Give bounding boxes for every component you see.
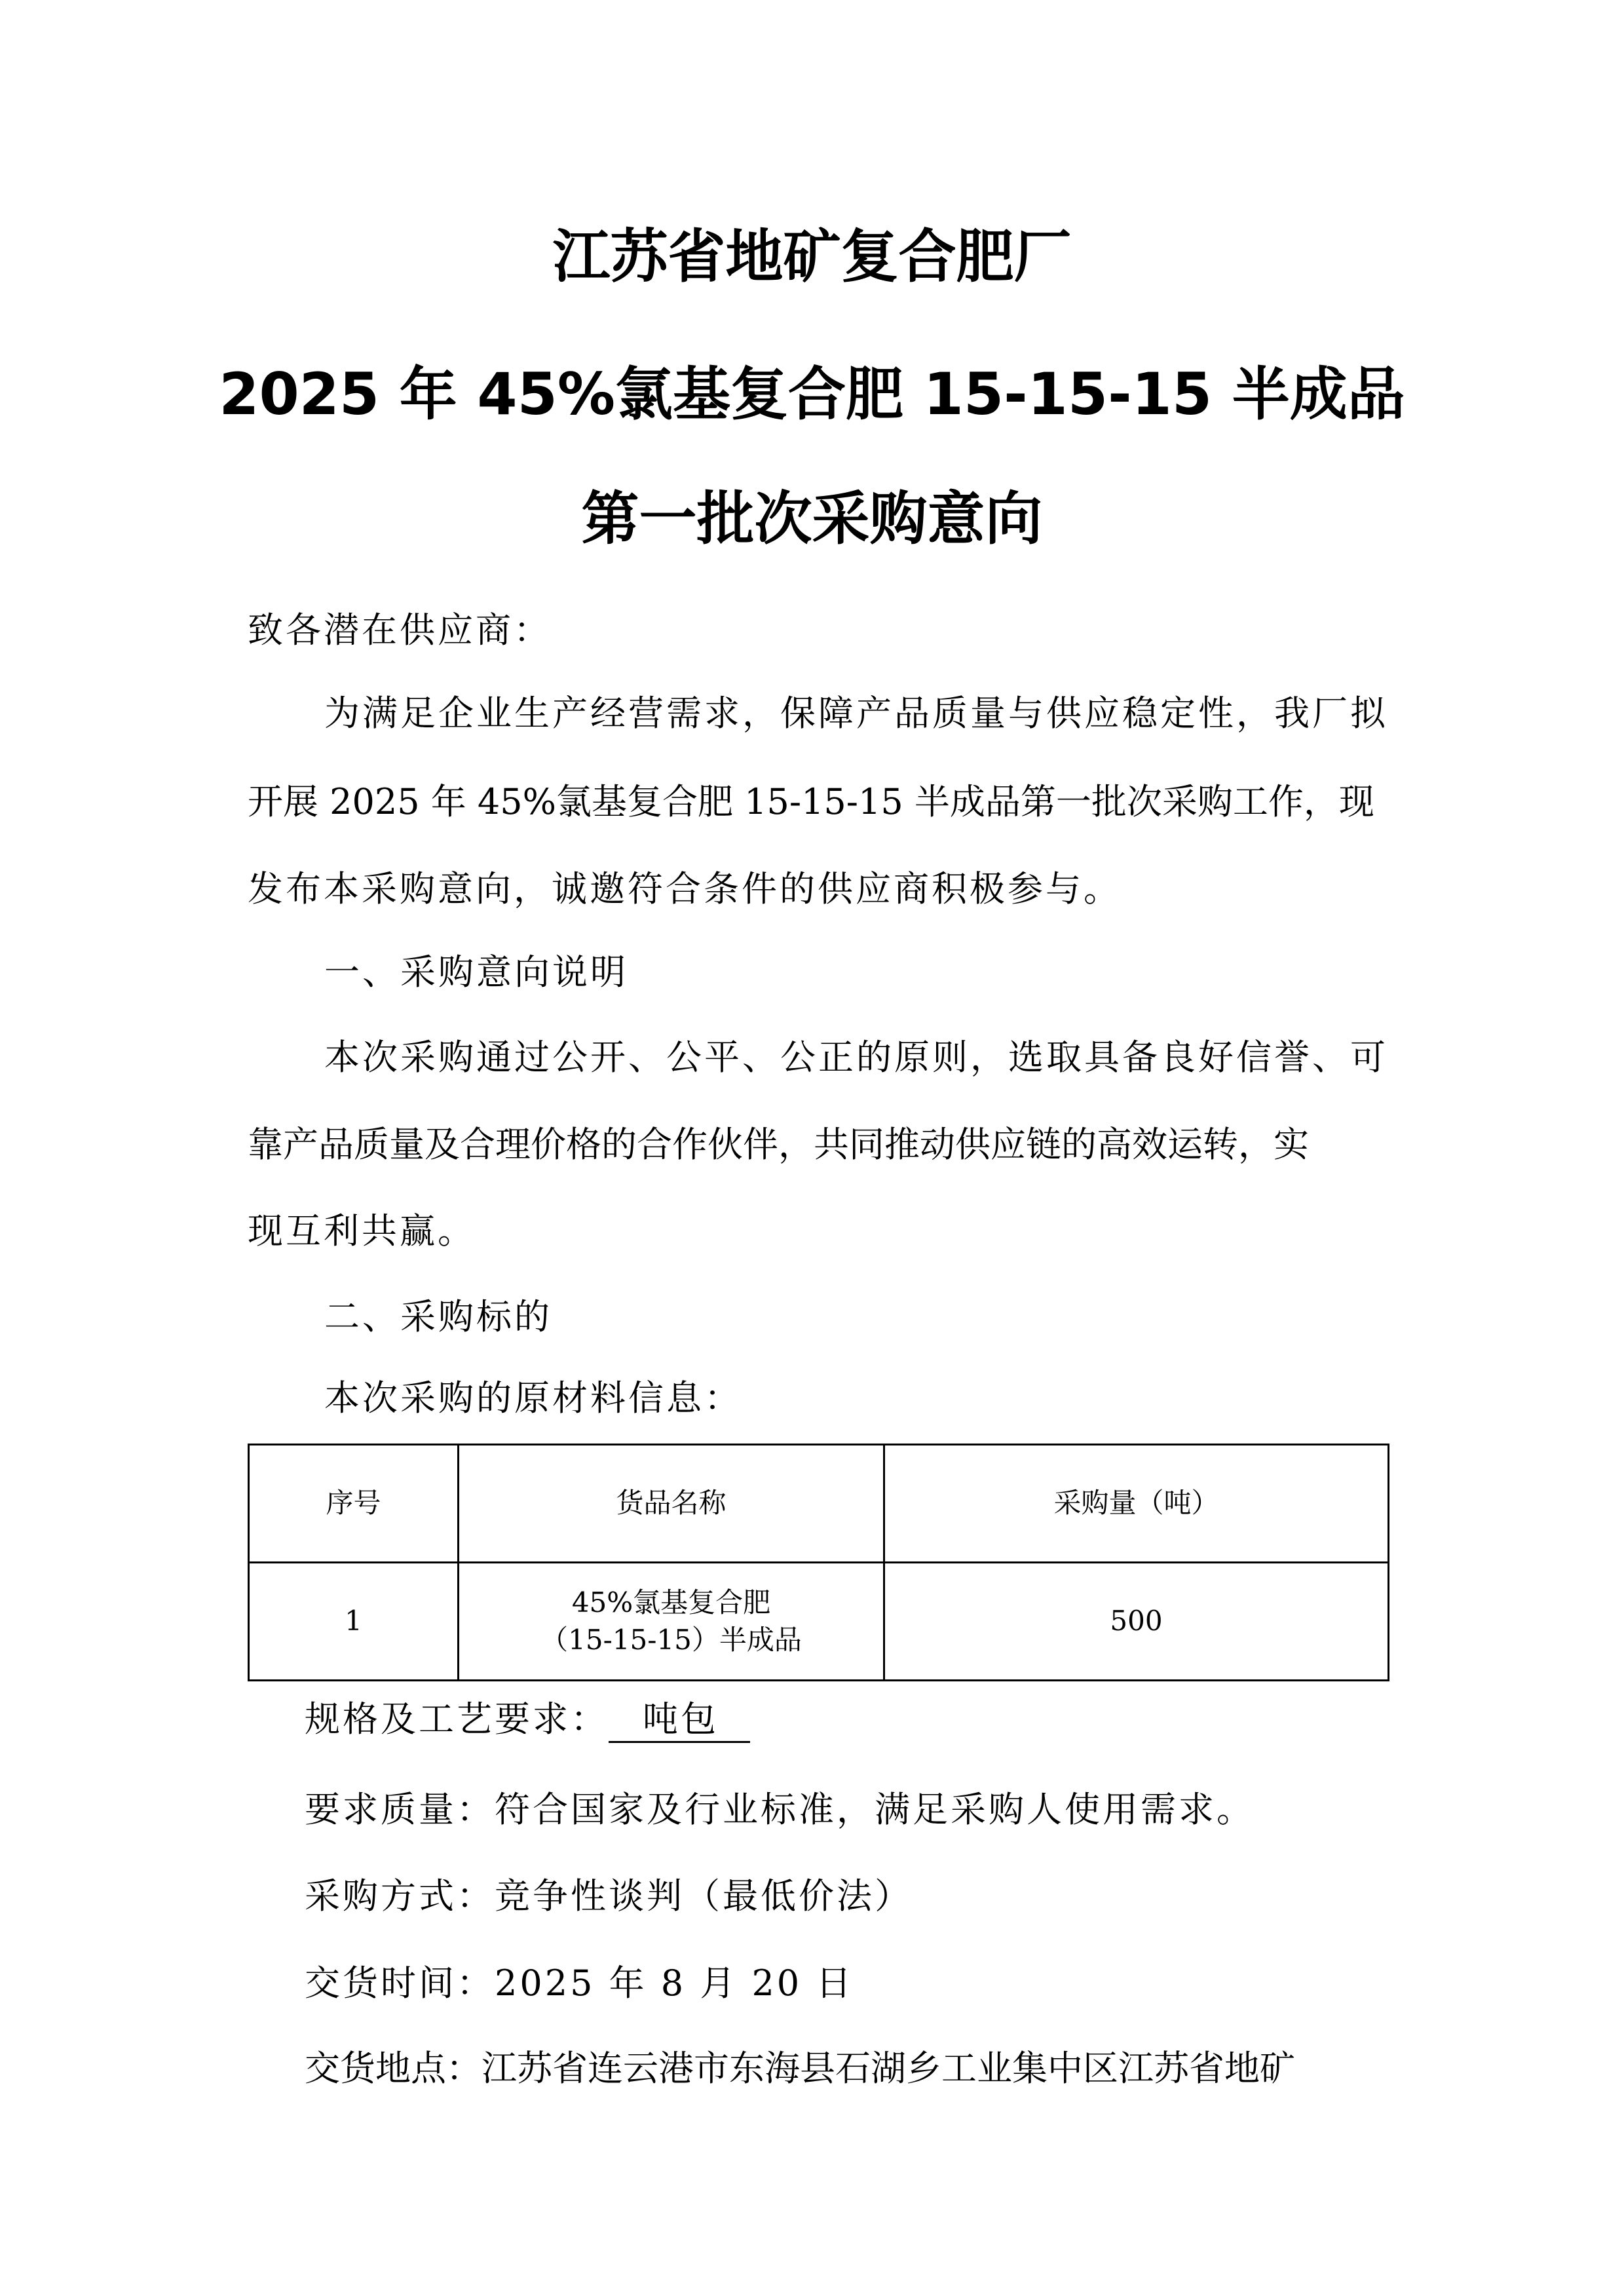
header-name: 货品名称 [459, 1445, 884, 1563]
table-row [249, 1563, 1389, 1681]
header-qty: 采购量（吨） [884, 1445, 1389, 1563]
header-no: 序号 [249, 1445, 459, 1563]
section1-line-1: 本次采购通过公开、公平、公正的原则，选取具备良好信誉、可 [324, 1037, 1388, 1078]
salutation: 致各潜在供应商： [248, 609, 552, 651]
table-header-row [249, 1445, 1389, 1563]
title-org: 江苏省地矿复合肥厂 [552, 223, 1072, 290]
cell-qty: 500 [884, 1563, 1389, 1681]
section1-heading: 一、采购意向说明 [324, 951, 628, 993]
cell-name [459, 1563, 884, 1681]
spec-value: 吨包 [609, 1702, 750, 1743]
intro-line-3: 发布本采购意向，诚邀符合条件的供应商积极参与。 [248, 868, 1122, 909]
delivery-place-line: 交货地点：江苏省连云港市东海县石湖乡工业集中区江苏省地矿 [305, 2048, 1295, 2089]
title-batch: 第一批次采购意向 [581, 485, 1043, 552]
spec-label: 规格及工艺要求： [305, 1698, 609, 1740]
section1-line-2: 靠产品质量及合理价格的合作伙伴，共同推动供应链的高效运转，实 [248, 1124, 1309, 1165]
materials-table [248, 1444, 1389, 1681]
cell-no: 1 [249, 1563, 459, 1681]
intro-line-2: 开展 2025 年 45%氯基复合肥 15-15-15 半成品第一批次采购工作，现 [248, 781, 1374, 822]
intro-line-1: 为满足企业生产经营需求，保障产品质量与供应稳定性，我厂拟 [324, 693, 1388, 734]
method-line: 采购方式：竞争性谈判（最低价法） [305, 1875, 913, 1917]
table-intro: 本次采购的原材料信息： [324, 1377, 742, 1419]
quality-line: 要求质量：符合国家及行业标准，满足采购人使用需求。 [305, 1789, 1255, 1830]
spec-line [305, 1698, 750, 1743]
section1-line-3: 现互利共赢。 [248, 1210, 476, 1252]
delivery-time-line: 交货时间：2025 年 8 月 20 日 [305, 1962, 854, 2004]
cell-name-line-1: 45%氯基复合肥 [571, 1586, 771, 1618]
section2-heading: 二、采购标的 [324, 1296, 552, 1337]
title-subject: 2025 年 45%氯基复合肥 15-15-15 半成品 [219, 360, 1405, 428]
cell-name-line-2: （15-15-15）半成品 [540, 1623, 802, 1656]
